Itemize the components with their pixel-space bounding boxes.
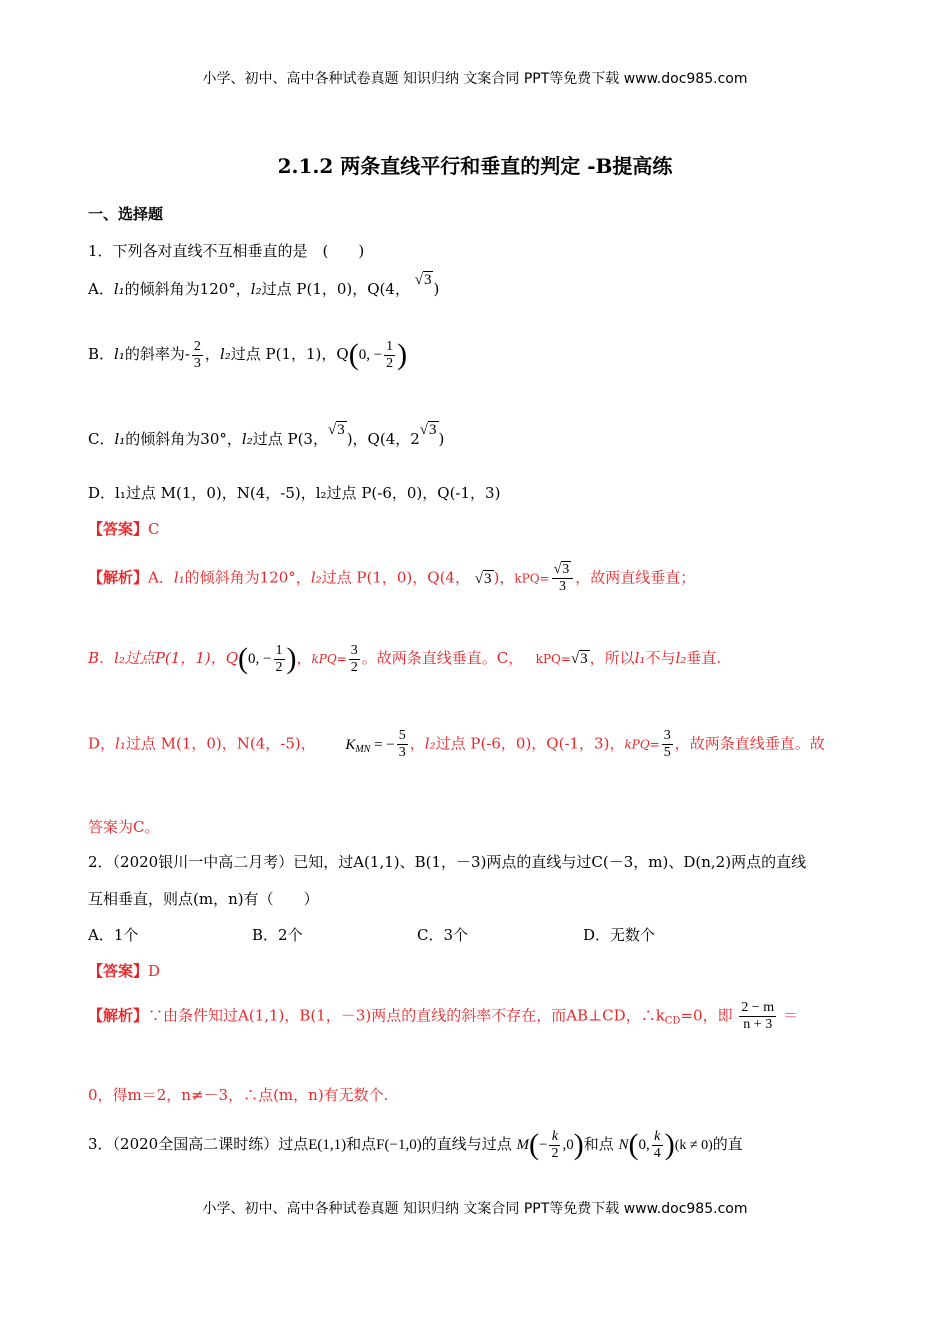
page-header: 小学、初中、高中各种试卷真题 知识归纳 文案合同 PPT等免费下载 www.doc985.com [202,71,748,87]
page-footer: 小学、初中、高中各种试卷真题 知识归纳 文案合同 PPT等免费下载 www.doc985.com [202,1201,748,1217]
q1-option-b: B．l₁的斜率为- $\frac{2}{3}$ ，l₂过点 P(1，1)，Q(0, − $\frac{1}{2}$ ) [88,338,408,371]
q1-explanation-1: 【解析】A．l₁的倾斜角为120°，l₂过点 P(1，0)，Q(4， √3 )，kPQ= $\frac{√3}{3}$ ，故两直线垂直； [88,562,696,594]
q2-stem-2: 互相垂直，则点(m，n)有（ ） [88,890,319,908]
q2-option-b: B．2个 [252,926,303,944]
section-heading: 一、选择题 [88,205,164,223]
q2-stem-1: 2．（2020银川一中高二月考）已知，过A(1,1)、B(1，－3)两点的直线与过C(－3，m)、D(n,2)两点的直线 [88,853,807,871]
q2-explanation-2: 0，得m＝2，n≠－3，∴点(m，n)有无数个. [88,1086,389,1104]
q1-answer: 【答案】C [88,520,160,538]
page-title: 2.1.2 两条直线平行和垂直的判定 -B提高练 [277,154,673,178]
q1-explanation-2: B．l₂过点P(1，1)，Q(0, − $\frac{1}{2}$ )，kPQ= $\frac{3}{2}$ 。故两条直线垂直。C， kPQ=√3 ，所以l₁不与l₂垂直. [88,642,722,675]
q1-stem: 1．下列各对直线不互相垂直的是 ( ) [88,242,365,260]
q1-option-d: D．l₁过点 M(1，0)，N(4，-5)，l₂过点 P(-6，0)，Q(-1，3) [88,484,501,502]
q1-option-c: C．l₁的倾斜角为30°，l₂过点 P(3，√3 )，Q(4，2√3 ) [88,422,445,448]
q2-answer: 【答案】D [88,962,161,980]
q2-explanation-1: 【解析】∵由条件知过A(1,1)，B(1，－3)两点的直线的斜率不存在，而AB⊥CD，$\therefore k_{CD}=0$，即 $\frac{2 - m}{n + 3}$ ＝ [88,1000,798,1032]
q2-option-a: A．1个 [88,926,139,944]
q1-option-a: A．l₁的倾斜角为120°，l₂过点 P(1，0)，Q(4， √3 ) [88,272,440,298]
q1-explanation-4: 答案为C。 [88,818,160,836]
q2-option-d: D．无数个 [583,926,656,944]
q3-stem: 3．（2020全国高二课时练）过点E(1,1)和点F(−1,0)的直线与过点 M(− $\frac{k}{2}$ ,0)和点 N(0, $\frac{k}{4}$ )(k ≠ 0)的直 [88,1128,743,1161]
q2-option-c: C．3个 [417,926,469,944]
q1-explanation-3: D，l₁过点 M(1，0)，N(4，-5)， $K_{MN}$ = − $\frac{5}{3}$ ，l₂过点 P(-6，0)，Q(-1，3)，kPQ= $\frac{3}{5}$ ，故两条直线垂直。故 [88,728,825,760]
